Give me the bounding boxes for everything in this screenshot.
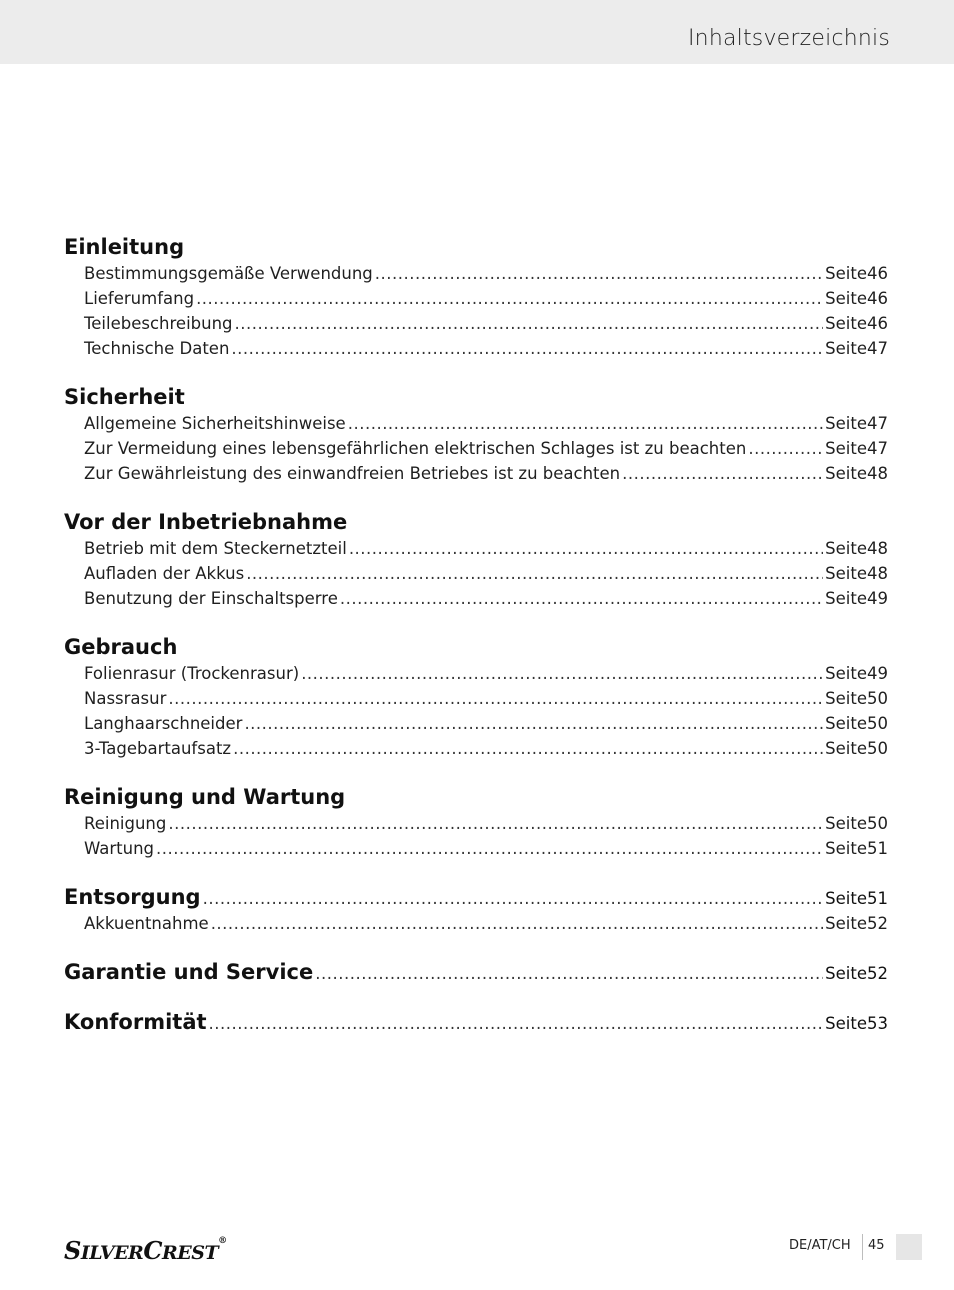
silvercrest-logo xyxy=(64,1236,227,1265)
page-number: 53 xyxy=(867,1014,888,1033)
section-title: Vor der Inbetriebnahme xyxy=(64,510,348,534)
dot-leader xyxy=(209,1010,824,1038)
toc-entry xyxy=(64,586,888,611)
toc-entry xyxy=(64,286,888,311)
dot-leader xyxy=(246,561,823,586)
toc-entry xyxy=(64,911,888,936)
toc-section xyxy=(64,958,888,986)
section-title: Einleitung xyxy=(64,235,185,259)
page-number: 47 xyxy=(867,339,888,358)
toc-section xyxy=(64,633,888,761)
toc-entry xyxy=(64,686,888,711)
section-heading xyxy=(64,383,888,411)
page-number: 46 xyxy=(867,314,888,333)
seite-label: Seite xyxy=(825,714,867,733)
toc-entry xyxy=(64,811,888,836)
dot-leader xyxy=(315,960,823,988)
page-number: 51 xyxy=(867,839,888,858)
page-number: 48 xyxy=(867,564,888,583)
dot-leader xyxy=(244,711,823,736)
page-number: 50 xyxy=(867,739,888,758)
toc-entry xyxy=(64,711,888,736)
page-number: 50 xyxy=(867,714,888,733)
page-number: 49 xyxy=(867,664,888,683)
seite-label: Seite xyxy=(825,914,867,933)
seite-label: Seite xyxy=(825,539,867,558)
entry-title: Lieferumfang xyxy=(84,289,195,308)
seite-label: Seite xyxy=(825,264,867,283)
logo-letter: C xyxy=(143,1236,162,1265)
section-heading xyxy=(64,958,888,986)
toc-entry xyxy=(64,311,888,336)
page-number: 52 xyxy=(867,964,888,983)
seite-label: Seite xyxy=(825,689,867,708)
seite-label: Seite xyxy=(825,889,867,908)
header-bar xyxy=(0,0,954,64)
page-number: 51 xyxy=(867,889,888,908)
entry-title: Nassrasur xyxy=(84,689,167,708)
section-title: Konformität xyxy=(64,1010,207,1034)
entry-title: Zur Gewährleistung des einwandfreien Betriebes ist zu beachten xyxy=(84,464,621,483)
seite-label: Seite xyxy=(825,839,867,858)
toc-entry xyxy=(64,461,888,486)
entry-title: Zur Vermeidung eines lebensgefährlichen elektrischen Schlages ist zu beachten xyxy=(84,439,747,458)
toc-section xyxy=(64,508,888,611)
dot-leader xyxy=(168,686,823,711)
toc-entry xyxy=(64,536,888,561)
entry-title: Technische Daten xyxy=(84,339,230,358)
seite-label: Seite xyxy=(825,589,867,608)
dot-leader xyxy=(375,261,823,286)
logo-letter: S xyxy=(64,1236,81,1265)
seite-label: Seite xyxy=(825,564,867,583)
seite-label: Seite xyxy=(825,289,867,308)
section-heading xyxy=(64,633,888,661)
page-title: Inhaltsverzeichnis xyxy=(687,26,890,51)
seite-label: Seite xyxy=(825,314,867,333)
dot-leader xyxy=(301,661,823,686)
entry-title: Teilebeschreibung xyxy=(84,314,233,333)
dot-leader xyxy=(340,586,823,611)
toc-entry xyxy=(64,261,888,286)
entry-title: Akkuentnahme xyxy=(84,914,209,933)
toc-entry xyxy=(64,561,888,586)
section-title: Reinigung und Wartung xyxy=(64,785,346,809)
entry-title: Benutzung der Einschaltsperre xyxy=(84,589,338,608)
logo-registered-mark: ® xyxy=(218,1236,227,1246)
section-heading xyxy=(64,1008,888,1036)
seite-label: Seite xyxy=(825,964,867,983)
toc-section xyxy=(64,383,888,486)
seite-label: Seite xyxy=(825,1014,867,1033)
section-title: Gebrauch xyxy=(64,635,178,659)
entry-title: Langhaarschneider xyxy=(84,714,243,733)
toc-entry xyxy=(64,336,888,361)
toc-section xyxy=(64,1008,888,1036)
dot-leader xyxy=(196,286,823,311)
toc-section xyxy=(64,883,888,936)
page-number: 48 xyxy=(867,464,888,483)
page-number: 46 xyxy=(867,264,888,283)
entry-title: Aufladen der Akkus xyxy=(84,564,245,583)
section-heading xyxy=(64,783,888,811)
page-number: 47 xyxy=(867,439,888,458)
dot-leader xyxy=(349,536,823,561)
entry-title: Bestimmungsgemäße Verwendung xyxy=(84,264,373,283)
dot-leader xyxy=(348,411,823,436)
footer-divider xyxy=(862,1234,863,1260)
dot-leader xyxy=(203,885,824,913)
dot-leader xyxy=(748,436,823,461)
dot-leader xyxy=(211,911,823,936)
seite-label: Seite xyxy=(825,464,867,483)
page-number: 50 xyxy=(867,814,888,833)
section-heading xyxy=(64,883,888,911)
section-title: Entsorgung xyxy=(64,885,201,909)
toc-entry xyxy=(64,736,888,761)
dot-leader xyxy=(168,811,823,836)
dot-leader xyxy=(231,336,823,361)
entry-title: Folienrasur (Trockenrasur) xyxy=(84,664,300,683)
page-number: 50 xyxy=(867,689,888,708)
entry-title: Allgemeine Sicherheitshinweise xyxy=(84,414,346,433)
page-number: 46 xyxy=(867,289,888,308)
seite-label: Seite xyxy=(825,439,867,458)
seite-label: Seite xyxy=(825,414,867,433)
section-heading xyxy=(64,508,888,536)
toc-entry xyxy=(64,661,888,686)
footer-language: DE/AT/CH xyxy=(789,1238,851,1253)
toc-entry xyxy=(64,436,888,461)
section-title: Garantie und Service xyxy=(64,960,314,984)
dot-leader xyxy=(233,736,823,761)
entry-title: Reinigung xyxy=(84,814,167,833)
seite-label: Seite xyxy=(825,739,867,758)
entry-title: 3-Tagebartaufsatz xyxy=(84,739,232,758)
seite-label: Seite xyxy=(825,339,867,358)
page-number: 47 xyxy=(867,414,888,433)
toc-section xyxy=(64,783,888,861)
entry-title: Wartung xyxy=(84,839,155,858)
page-number: 52 xyxy=(867,914,888,933)
dot-leader xyxy=(156,836,823,861)
seite-label: Seite xyxy=(825,814,867,833)
toc-section xyxy=(64,233,888,361)
page-number: 48 xyxy=(867,539,888,558)
logo-letters: REST xyxy=(161,1242,219,1264)
dot-leader xyxy=(622,461,823,486)
entry-title: Betrieb mit dem Steckernetzteil xyxy=(84,539,347,558)
footer-page-number: 45 xyxy=(868,1238,885,1253)
toc-entry xyxy=(64,411,888,436)
footer-tab-marker xyxy=(896,1234,922,1260)
page-number: 49 xyxy=(867,589,888,608)
section-heading xyxy=(64,233,888,261)
seite-label: Seite xyxy=(825,664,867,683)
toc-entry xyxy=(64,836,888,861)
section-title: Sicherheit xyxy=(64,385,185,409)
logo-letters: ILVER xyxy=(80,1242,144,1264)
dot-leader xyxy=(235,311,824,336)
table-of-contents xyxy=(64,233,888,1036)
